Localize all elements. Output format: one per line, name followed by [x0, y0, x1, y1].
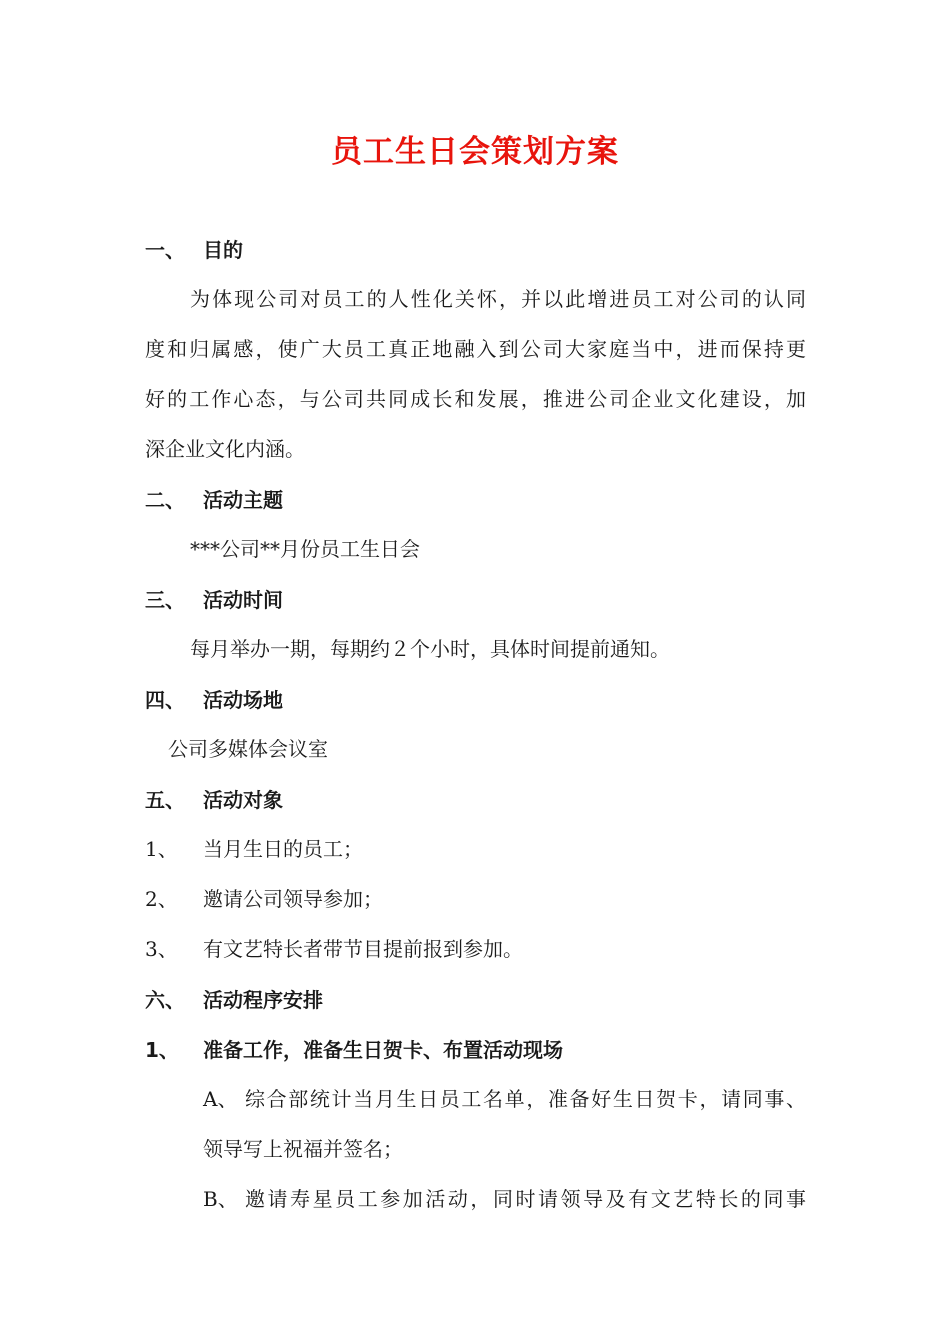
section-number: 三、: [145, 588, 185, 612]
section-heading-time: [0, 584, 950, 614]
section-text: ***公司**月份员工生日会: [190, 537, 420, 561]
list-item-text: 当月生日的员工；: [203, 837, 363, 861]
section-title: 活动时间: [203, 588, 283, 612]
step-number: 1、: [145, 1038, 179, 1062]
section-text: 公司多媒体会议室: [168, 737, 328, 761]
paragraph-line: 为体现公司对员工的人性化关怀，并以此增进员工对公司的认同: [190, 287, 806, 311]
paragraph-line: 度和归属感，使广大员工真正地融入到公司大家庭当中，进而保持更: [145, 337, 806, 361]
section-number: 一、: [145, 238, 185, 262]
step-heading: [0, 1034, 950, 1064]
section-heading-program: [0, 984, 950, 1014]
sub-item-line: 综合部统计当月生日员工名单，准备好生日贺卡，请同事、: [245, 1087, 806, 1111]
section-text: 每月举办一期，每期约２个小时，具体时间提前通知。: [190, 637, 670, 661]
section-title: 目的: [203, 238, 243, 262]
document-title: 员工生日会策划方案: [331, 134, 619, 170]
paragraph-line: 好的工作心态，与公司共同成长和发展，推进公司企业文化建设，加: [145, 387, 806, 411]
sub-item-line: 领导写上祝福并签名；: [203, 1137, 403, 1161]
list-item-text: 有文艺特长者带节目提前报到参加。: [203, 937, 523, 961]
section-number: 二、: [145, 488, 185, 512]
section-heading-participants: [0, 784, 950, 814]
list-item-text: 邀请公司领导参加；: [203, 887, 383, 911]
section-title: 活动程序安排: [203, 988, 323, 1012]
section-heading-purpose: [0, 234, 950, 264]
list-item-number: 3、: [145, 937, 178, 961]
list-item-number: 1、: [145, 837, 178, 861]
list-item: [0, 934, 950, 964]
section-number: 四、: [145, 688, 185, 712]
section-title: 活动主题: [203, 488, 283, 512]
list-item: [0, 884, 950, 914]
paragraph-line: 深企业文化内涵。: [145, 437, 305, 461]
section-title: 活动场地: [203, 688, 283, 712]
list-item: [0, 834, 950, 864]
list-item-number: 2、: [145, 887, 178, 911]
sub-item-label: B、: [203, 1187, 238, 1211]
sub-item-line: 邀请寿星员工参加活动，同时请领导及有文艺特长的同事: [245, 1187, 806, 1211]
section-heading-venue: [0, 684, 950, 714]
step-title: 准备工作，准备生日贺卡、布置活动现场: [203, 1038, 563, 1062]
section-number: 六、: [145, 988, 185, 1012]
section-number: 五、: [145, 788, 185, 812]
sub-item-label: A、: [203, 1087, 238, 1111]
section-title: 活动对象: [203, 788, 283, 812]
sub-item: [0, 1084, 950, 1114]
section-heading-theme: [0, 484, 950, 514]
sub-item: [0, 1184, 950, 1214]
